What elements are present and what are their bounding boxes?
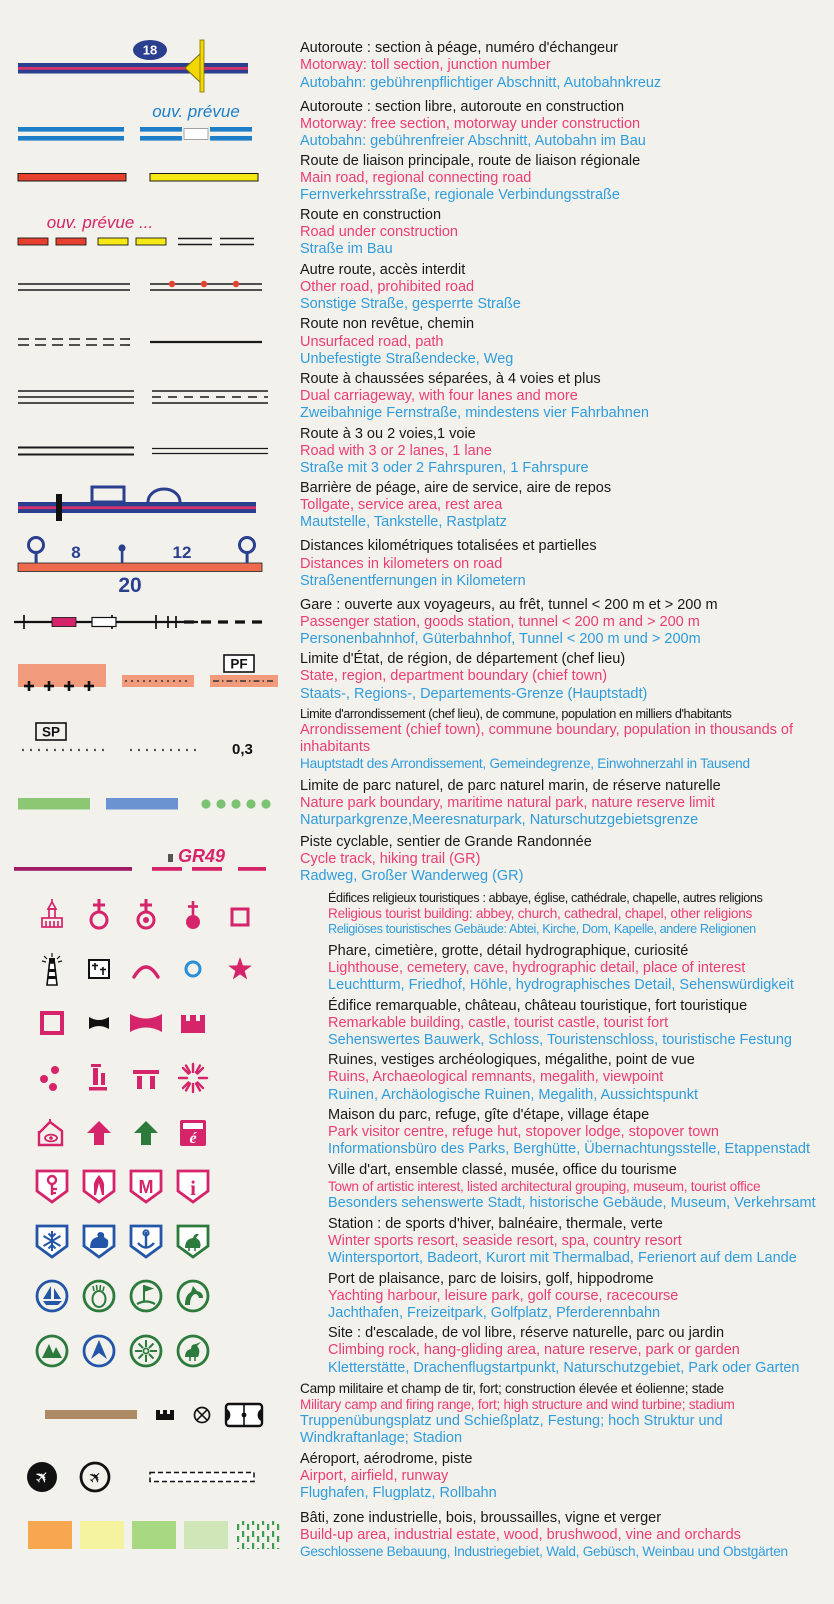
label-fr: Barrière de péage, aire de service, aire de repos: [300, 480, 612, 497]
label-de: Sonstige Straße, gesperrte Straße: [300, 296, 521, 313]
unsurfaced-road-icon: [0, 335, 290, 349]
legend-entry-sites: [0, 1324, 834, 1379]
stadium-icon: [226, 1404, 262, 1426]
label-de: Zweibahnige Fernstraße, mindestens vier Fahrbahnen: [300, 405, 649, 422]
church-icon: [84, 897, 114, 931]
label-fr: Limite de parc naturel, de parc naturel marin, de réserve naturelle: [300, 778, 721, 795]
legend-entry-lanes: [0, 424, 834, 479]
population-label: 0,3: [232, 740, 253, 758]
ouv-prevue-label: ouv. prévue: [152, 101, 240, 121]
legend-entry-state-boundary: [0, 650, 834, 705]
nature-reserve-icon: [128, 1333, 164, 1369]
svg-text:✈: ✈: [85, 1466, 107, 1489]
museum-letter: M: [138, 1177, 153, 1198]
label-de: Fernverkehrsstraße, regionale Verbindungsstraße: [300, 186, 620, 203]
landuse-swatches: [0, 1518, 290, 1552]
legend-entry-landuse: [0, 1504, 834, 1566]
label-de: Straße im Bau: [300, 241, 393, 258]
svg-text:✈: ✈: [30, 1465, 55, 1489]
park-house-symbols: [0, 1118, 328, 1148]
label-de: Sehenswertes Bauwerk, Schloss, Touristenschloss, touristische Festung: [328, 1031, 792, 1048]
main-road-symbol: [0, 170, 300, 186]
distances-icon: [0, 533, 290, 595]
label-de: Leuchtturm, Friedhof, Höhle, hydrographisches Detail, Sehenswürdigkeit: [328, 977, 794, 994]
park-boundary-symbol: [0, 796, 300, 812]
other-road-symbol: [0, 280, 300, 294]
motorway-toll-icon: [0, 37, 290, 95]
cathedral-icon: [131, 897, 161, 931]
ouv-prevue-dots-label: ouv. prévue ...: [46, 212, 154, 232]
label-fr: Site : d'escalade, de vol libre, réserve naturelle, parc ou jardin: [328, 1325, 725, 1342]
label-en: Nature park boundary, maritime natural park, nature reserve limit: [300, 795, 715, 812]
pf-label: PF: [230, 656, 248, 672]
art-town-symbols: [0, 1169, 328, 1205]
label-fr: Limite d'arrondissement (chef lieu), de commune, population en milliers d'habitants: [300, 707, 732, 722]
runway-icon: [150, 1472, 254, 1481]
stopover-lodge-icon: [133, 1120, 159, 1146]
label-en: Religious tourist building: abbey, church, cathedral, chapel, other religions: [328, 906, 753, 922]
label-fr: Station : de sports d'hiver, balnéaire, thermale, verte: [328, 1216, 663, 1233]
label-en: Arrondissement (chief town), commune boundary, population in thousands of inhabitants: [300, 722, 794, 756]
label-de: Autobahn: gebührenfreier Abschnitt, Autobahn im Bau: [300, 133, 646, 150]
landuse-symbols: [0, 1518, 300, 1552]
label-de: Hauptstadt des Arrondissement, Gemeindegrenze, Einwohnerzahl in Tausend: [300, 756, 750, 772]
legend-entry-arrondissement: [0, 704, 834, 775]
yachting-harbour-icon: [34, 1278, 70, 1314]
leisure-park-icon: [81, 1278, 117, 1314]
label-fr: Édifice remarquable, château, château touristique, fort touristique: [328, 997, 748, 1014]
label-en: Build-up area, industrial estate, wood, brushwood, vine and orchards: [300, 1526, 741, 1543]
legend-entry-tollgate: [0, 479, 834, 534]
label-de: Mautstelle, Tankstelle, Rastplatz: [300, 514, 507, 531]
label-fr: Route de liaison principale, route de liaison régionale: [300, 152, 641, 169]
climbing-icon: [34, 1333, 70, 1369]
country-resort-icon: [176, 1224, 210, 1260]
label-fr: Piste cyclable, sentier de Grande Randonnée: [300, 833, 592, 850]
label-fr: Distances kilométriques totalisées et partielles: [300, 538, 597, 555]
industrial-swatch: [80, 1521, 124, 1549]
lighthouse-icon: [37, 951, 67, 987]
vine-orchard-swatch: [236, 1521, 280, 1549]
legend-entry-dual-carriageway: [0, 369, 834, 424]
legend-entry-main-road: [0, 151, 834, 206]
cave-icon: [130, 955, 162, 983]
winter-sports-icon: [35, 1224, 69, 1260]
megalith-icon: [131, 1065, 161, 1091]
legend-entry-unsurfaced: [0, 315, 834, 370]
distances-symbol: [0, 533, 300, 595]
label-en: Yachting harbour, leisure park, golf course, racecourse: [328, 1287, 679, 1304]
label-fr: Route en construction: [300, 207, 442, 224]
park-garden-icon: [175, 1333, 211, 1369]
motorway-toll-symbol: [0, 37, 300, 95]
label-fr: Limite d'État, de région, de département (chef lieu): [300, 651, 626, 668]
etape-letter: é: [188, 1129, 197, 1147]
label-fr: Autoroute : section libre, autoroute en construction: [300, 98, 625, 115]
label-fr: Ville d'art, ensemble classé, musée, office du tourisme: [328, 1162, 677, 1179]
hydrographic-icon: [180, 956, 206, 982]
military-symbols: [0, 1399, 300, 1429]
label-en: Distances in kilometers on road: [300, 555, 503, 572]
label-en: Passenger station, goods station, tunnel < 200 m and > 200 m: [300, 613, 700, 630]
remarkable-symbols: [0, 1008, 328, 1038]
chapel-icon: [178, 897, 208, 931]
gr-label: GR49: [178, 845, 226, 866]
label-de: Naturparkgrenze,Meeresnaturpark, Naturschutzgebietsgrenze: [300, 812, 699, 829]
tourist-fort-icon: [178, 1011, 208, 1035]
label-de: Flughafen, Flugplatz, Rollbahn: [300, 1485, 497, 1502]
label-fr: Autre route, accès interdit: [300, 261, 466, 278]
distance-partial-1: 8: [71, 543, 81, 563]
viewpoint-icon: [177, 1062, 209, 1094]
tourist-office-icon: [176, 1169, 210, 1205]
railway-symbol: [0, 612, 300, 632]
road-construction-symbol: [0, 211, 300, 255]
boundary-icon: [0, 654, 290, 700]
park-boundary-icon: [0, 796, 290, 812]
legend-entry-religious: [0, 887, 834, 942]
boundary-symbol: [0, 654, 300, 700]
airfield-icon: [81, 1463, 109, 1491]
golf-icon: [128, 1278, 164, 1314]
military-camp-icon: [45, 1410, 137, 1419]
sp-label: SP: [41, 724, 61, 740]
label-fr: Route à 3 ou 2 voies,1 voie: [300, 425, 476, 442]
dual-carriageway-icon: [0, 388, 290, 406]
other-religion-icon: [225, 897, 255, 931]
cycle-track-icon: [0, 844, 290, 876]
motorway-free-symbol: [0, 100, 300, 150]
airport-icon-strip: [0, 1458, 290, 1496]
label-de: Ruinen, Archäologische Ruinen, Megalith, Aussichtspunkt: [328, 1086, 698, 1103]
label-fr: Aéroport, aérodrome, piste: [300, 1450, 473, 1467]
label-fr: Maison du parc, refuge, gîte d'étape, village étape: [328, 1106, 650, 1123]
legend-entry-lighthouse: [0, 942, 834, 997]
legend-entry-park-boundary: [0, 775, 834, 832]
label-en: Other road, prohibited road: [300, 278, 475, 295]
label-en: Climbing rock, hang-gliding area, nature reserve, park or garden: [328, 1342, 740, 1359]
label-fr: Route non revêtue, chemin: [300, 316, 475, 333]
label-en: State, region, department boundary (chief town): [300, 668, 608, 685]
legend-entry-ruins: [0, 1051, 834, 1106]
military-icon-strip: [0, 1399, 290, 1429]
label-en: Airport, airfield, runway: [300, 1468, 449, 1485]
label-de: Straßenentfernungen in Kilometern: [300, 572, 526, 589]
legend-entry-motorway-free: [0, 98, 834, 151]
racecourse-icon: [175, 1278, 211, 1314]
label-fr: Route à chaussées séparées, à 4 voies et plus: [300, 371, 601, 387]
tollgate-icon: [0, 482, 290, 530]
legend-entry-remarkable: [0, 996, 834, 1051]
tourist-castle-icon: [129, 1013, 163, 1033]
legend-entry-distances: [0, 533, 834, 595]
label-de: Unbefestigte Straßendecke, Weg: [300, 350, 514, 367]
label-fr: Édifices religieux touristiques : abbaye, église, cathédrale, chapelle, autres religions: [328, 891, 763, 906]
label-en: Park visitor centre, refuge hut, stopover lodge, stopover town: [328, 1124, 719, 1141]
fort-icon: [156, 1410, 174, 1420]
wood-swatch: [132, 1521, 176, 1549]
label-fr: Bâti, zone industrielle, bois, broussailles, vigne et verger: [300, 1509, 662, 1526]
brushwood-swatch: [184, 1521, 228, 1549]
legend-entry-airport: [0, 1449, 834, 1504]
label-de: Geschlossene Bebauung, Industriegebiet, Wald, Gebüsch, Weinbau und Obstgärten: [300, 1543, 788, 1559]
resort-symbols: [0, 1224, 328, 1260]
label-de: Informationsbüro des Parks, Berghütte, Übernachtungsstelle, Etappenstadt: [328, 1141, 811, 1158]
main-road-icon: [0, 170, 290, 186]
label-en: Winter sports resort, seaside resort, spa, country resort: [328, 1233, 682, 1250]
label-en: Main road, regional connecting road: [300, 169, 532, 186]
label-en: Motorway: free section, motorway under construction: [300, 115, 641, 132]
site-symbols: [0, 1333, 328, 1369]
lanes-icon: [0, 444, 290, 458]
museum-icon: [129, 1169, 163, 1205]
label-fr: Port de plaisance, parc de loisirs, golf, hippodrome: [328, 1270, 654, 1287]
road-construction-icon: [0, 211, 290, 255]
distance-total: 20: [118, 574, 142, 596]
ruins-icon: [38, 1063, 66, 1093]
art-town-icon: [35, 1169, 69, 1205]
airport-icon: [27, 1462, 57, 1492]
other-road-icon: [0, 280, 290, 294]
lanes-symbol: [0, 444, 300, 458]
archaeological-icon: [87, 1063, 111, 1093]
railway-icon: [0, 612, 290, 632]
unsurfaced-road-symbol: [0, 335, 300, 349]
ruins-symbols: [0, 1062, 328, 1094]
cemetery-icon: [84, 954, 114, 984]
label-en: Remarkable building, castle, tourist castle, tourist fort: [328, 1014, 669, 1031]
junction-number-badge: 18: [142, 42, 158, 58]
spa-icon: [129, 1224, 163, 1260]
arrondissement-icon: [0, 721, 290, 759]
label-de: Autobahn: gebührenpflichtiger Abschnitt, Autobahnkreuz: [300, 74, 662, 91]
refuge-hut-icon: [86, 1120, 112, 1146]
legend-entry-road-construction: [0, 206, 834, 261]
stopover-town-icon: [178, 1118, 208, 1148]
legend-entry-military: [0, 1378, 834, 1449]
legend-entry-other-road: [0, 260, 834, 315]
label-de: Staats-, Regions-, Departements-Grenze (Hauptstadt): [300, 685, 648, 702]
hiker-icon: [168, 854, 173, 862]
hang-gliding-icon: [81, 1333, 117, 1369]
label-fr: Gare : ouverte aux voyageurs, au frêt, tunnel < 200 m et > 200 m: [300, 596, 718, 613]
label-de: Radweg, Großer Wanderweg (GR): [300, 868, 524, 885]
label-en: Unsurfaced road, path: [300, 333, 444, 350]
abbey-icon: [37, 898, 67, 930]
label-en: Lighthouse, cemetery, cave, hydrographic detail, place of interest: [328, 960, 746, 977]
label-de: Besonders sehenswerte Stadt, historische Gebäude, Museum, Verkehrsamt: [328, 1195, 816, 1212]
legend-entry-station: [0, 595, 834, 650]
remarkable-building-icon: [37, 1008, 67, 1038]
high-structure-icon: [195, 1407, 210, 1422]
label-de: Jachthafen, Freizeitpark, Golfplatz, Pferderennbahn: [328, 1304, 661, 1321]
label-fr: Ruines, vestiges archéologiques, mégalithe, point de vue: [328, 1052, 695, 1069]
label-en: Road with 3 or 2 lanes, 1 lane: [300, 442, 492, 459]
legend-entry-resorts: [0, 1215, 834, 1270]
park-visitor-centre-icon: [36, 1118, 68, 1148]
star-icon: [225, 954, 255, 984]
label-de: Kletterstätte, Drachenflugstartpunkt, Naturschutzgebiet, Park oder Garten: [328, 1359, 800, 1376]
legend-entry-art-town: [0, 1160, 834, 1215]
label-en: Town of artistic interest, listed architectural grouping, museum, tourist office: [328, 1179, 761, 1195]
label-de: Personenbahnhof, Güterbahnhof, Tunnel < 200 m und > 200m: [300, 631, 701, 647]
legend-entry-motorway-toll: [0, 34, 834, 98]
religious-symbols: [0, 897, 328, 931]
motorway-free-icon: [0, 100, 290, 150]
label-de: Religiöses touristisches Gebäude: Abtei, Kirche, Dom, Kapelle, andere Religionen: [328, 922, 756, 937]
label-fr: Camp militaire et champ de tir, fort; construction élevée et éolienne; stade: [300, 1380, 724, 1396]
label-en: Tollgate, service area, rest area: [300, 497, 503, 514]
info-letter: i: [189, 1176, 196, 1201]
label-de: Straße mit 3 oder 2 Fahrspuren, 1 Fahrspure: [300, 459, 589, 476]
legend-entry-cycle-track: [0, 832, 834, 887]
label-de: Truppenübungsplatz und Schießplatz, Festung; hoch Struktur und Windkraftanlage; Stadion: [300, 1412, 723, 1446]
arrondissement-symbol: [0, 721, 300, 759]
dual-carriageway-symbol: [0, 388, 300, 406]
label-en: Ruins, Archaeological remnants, megalith, viewpoint: [328, 1069, 664, 1086]
label-fr: Phare, cimetière, grotte, détail hydrographique, curiosité: [328, 943, 689, 960]
label-en: Dual carriageway, with four lanes and more: [300, 388, 578, 405]
lighthouse-symbols: [0, 951, 328, 987]
label-fr: Autoroute : section à péage, numéro d'échangeur: [300, 40, 618, 57]
airport-symbols: [0, 1458, 300, 1496]
label-en: Cycle track, hiking trail (GR): [300, 851, 481, 868]
listed-grouping-icon: [82, 1169, 116, 1205]
cycle-track-symbol: [0, 844, 300, 876]
label-en: Road under construction: [300, 224, 458, 241]
distance-partial-2: 12: [172, 543, 192, 563]
seaside-resort-icon: [82, 1224, 116, 1260]
label-en: Military camp and firing range, fort; high structure and wind turbine; stadium: [300, 1396, 735, 1412]
harbour-symbols: [0, 1278, 328, 1314]
label-de: Wintersportort, Badeort, Kurort mit Thermalbad, Ferienort auf dem Lande: [328, 1250, 797, 1267]
castle-icon: [88, 1016, 110, 1030]
label-en: Motorway: toll section, junction number: [300, 57, 551, 74]
legend-entry-park-house: [0, 1105, 834, 1160]
legend-entry-harbour: [0, 1269, 834, 1324]
tollgate-symbol: [0, 482, 300, 530]
built-up-swatch: [28, 1521, 72, 1549]
